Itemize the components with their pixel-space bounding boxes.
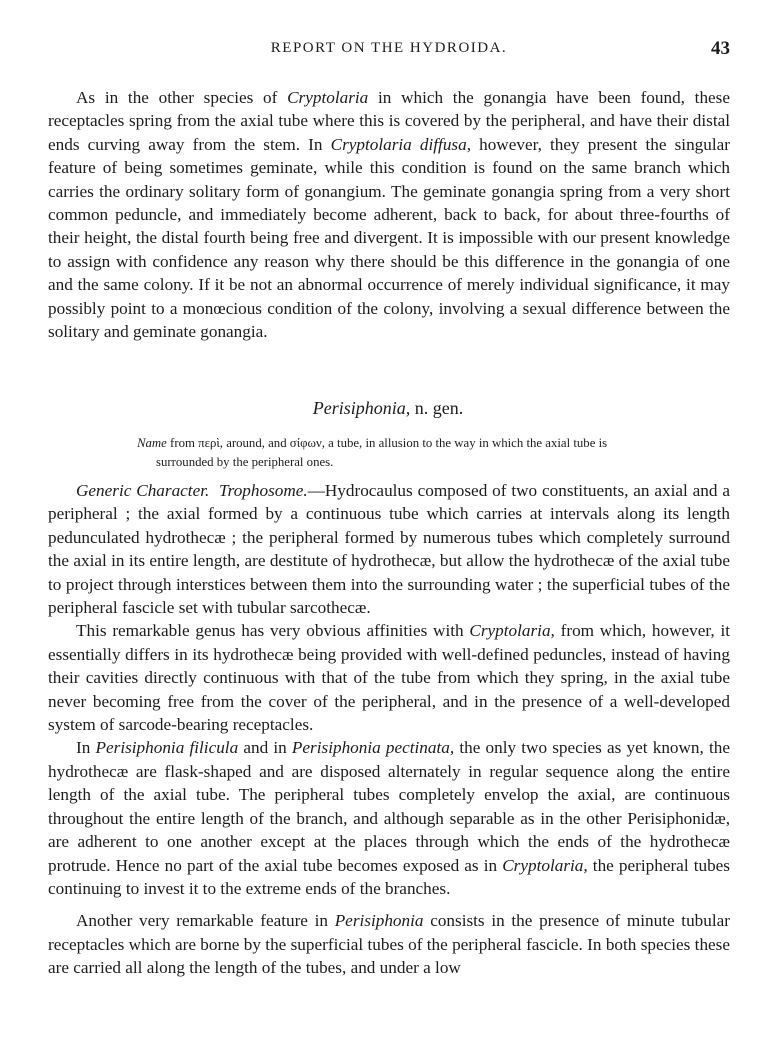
intro-paragraph [48,86,730,343]
text-run: from which, however, it essentially differs in its hydrothecæ being provided with well-defined peduncles, instead of having their cavities directly continuous with that of the tube from which they spring, in the axial tube never becoming free from the cover of the peripheral, and in the presence of a well-developed system of sarcode-bearing receptacles. [48,621,730,735]
page-number: 43 [711,38,730,59]
text-run: As in the other species of [76,88,288,107]
trophosome-label: Trophosome. [219,481,308,500]
intro-section [48,86,730,343]
heading-suffix: n. gen. [410,398,464,418]
text-run: This remarkable genus has very obvious affinities with [76,621,470,641]
receptacles-paragraph [48,909,730,979]
genus-name: Cryptolaria [287,88,369,107]
affinities-paragraph [48,619,730,736]
genus-heading-name: Perisiphonia, [312,398,411,418]
text-run: however, they present the singular feature of being sometimes geminate, while this condition is found on the same branch which carries the ordinary solitary form of gonangium. The geminate gonangia spring from a very short common peduncle, and immediately become adherent, back to back, for about three-fourths of their height, the distal fourth being free and divergent. It is impossible with our present knowledge to assign with confidence any reason why there should be this difference in the gonangia of one and the same colony. If it be not an abnormal occurrence of merely individual significance, it may possibly point to a monœcious condition of the colony, involving a sexual difference between the solitary and geminate gonangia. [48,134,730,342]
paragraph-gap [48,900,730,909]
text-run: consists in the presence of minute tubular receptacles which are borne by the superficial tubes of the peripheral fascicle. In both species these are carried all along the length of the tubes, and under a low [48,911,730,978]
note-text: from περὶ, around, and σίφων, a tube, in allusion to the way in which the axial tube is [166,436,608,450]
running-title: REPORT ON THE HYDROIDA. [270,40,508,56]
genus-name: Perisiphonia [334,911,424,931]
generic-character-label: Generic Character. [76,481,210,500]
note-text-continued: surrounded by the peripheral ones. [156,454,334,469]
text-run: and in [238,738,292,758]
species-name: Cryptolaria diffusa, [330,134,471,154]
text-run: the only two species as yet known, the hydrothecæ are flask-shaped and are disposed alternately in regular sequence along the entire length of the axial tube. The peripheral tubes completely envelop the axial, are continuous throughout the entire length of the branch, and although separable as in the other Perisiphonidæ, are adherent to one another except at the places through which the ends of the hydrothecæ protrude. Hence no part of the axial tube becomes exposed as in [48,738,730,875]
section-heading [0,398,776,419]
species-paragraph [48,736,730,900]
genus-name: Cryptolaria, [502,855,588,875]
species-name: Perisiphonia filicula [95,738,239,758]
text-run: —Hydrocaulus composed of two constituents, an axial and a peripheral ; the axial formed by a continuous tube which carries at intervals along its length pedunculated hydrothecæ ; the peripheral formed by numerous tubes which completely surround the axial in its entire length, are destitute of hydrothecæ, but allow the hydrothecæ of the axial tube to project through interstices between them into the surrounding water ; the superficial tubes of the peripheral fascicle set with tubular sarcothecæ. [48,481,731,618]
text-run: the peripheral tubes continuing to invest it to the extreme ends of the branches. [48,855,730,898]
note-label: Name [137,436,167,450]
text-run: Another very remarkable feature in [76,911,335,931]
genus-name: Cryptolaria, [469,621,555,641]
generic-character-paragraph [48,479,730,619]
body-section [48,479,730,980]
etymology-note [137,434,730,471]
running-header [48,40,730,64]
text-run: In [76,738,96,758]
text-run: in which the gonangia have been found, these receptacles spring from the axial tube where this is covered by the peripheral, and have their distal ends curving away from the stem. In [48,88,730,154]
species-name: Perisiphonia pectinata, [291,738,455,758]
